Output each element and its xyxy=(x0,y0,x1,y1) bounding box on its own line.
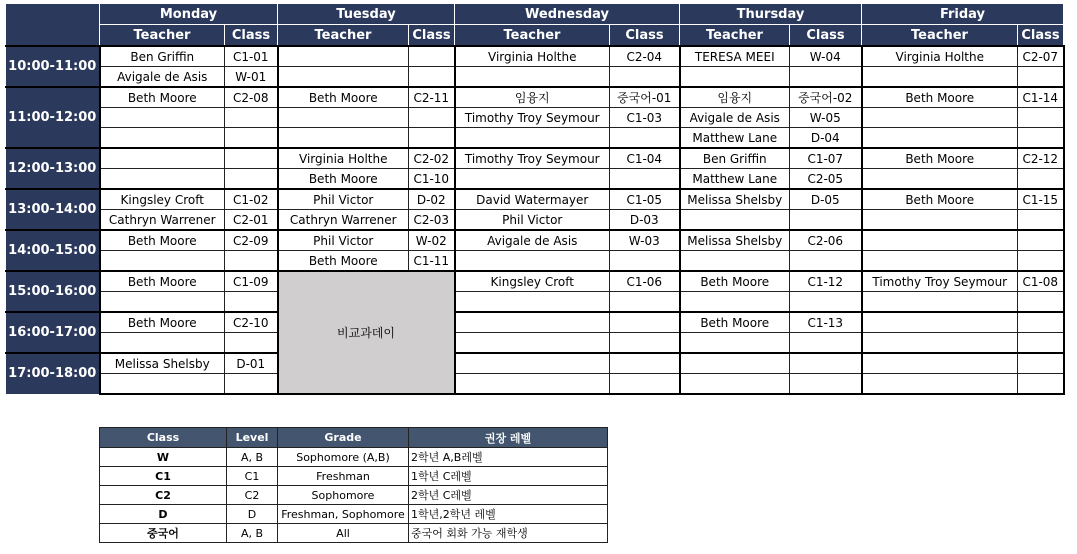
friday-teacher-cell: Beth Moore xyxy=(862,148,1018,169)
thursday-teacher-cell: TERESA MEEI xyxy=(680,46,790,67)
legend-class: C2 xyxy=(100,486,227,505)
schedule-row xyxy=(6,271,1064,292)
thursday-teacher-cell xyxy=(680,374,790,395)
friday-class-cell xyxy=(1018,374,1064,395)
no-class-day-block: 비교과데이 xyxy=(278,271,455,394)
schedule-row xyxy=(6,148,1064,169)
wednesday-class-cell xyxy=(610,169,680,190)
tuesday-teacher-cell: Phil Victor xyxy=(278,230,409,251)
corner-cell xyxy=(6,4,100,46)
legend-header-row xyxy=(100,428,608,448)
friday-class-cell xyxy=(1018,67,1064,88)
monday-class-cell: C2-09 xyxy=(225,230,278,251)
monday-teacher-cell xyxy=(100,333,225,354)
monday-class-cell: D-01 xyxy=(225,353,278,374)
thursday-class-cell: W-04 xyxy=(790,46,862,67)
legend-class: D xyxy=(100,505,227,524)
time-slot-label: 13:00-14:00 xyxy=(6,189,100,230)
wednesday-teacher-cell: 임융지 xyxy=(455,87,610,108)
wednesday-class-cell xyxy=(610,292,680,313)
legend-recommended-level: 2학년 C레벨 xyxy=(409,486,608,505)
monday-teacher-cell: Melissa Shelsby xyxy=(100,353,225,374)
monday-teacher-cell xyxy=(100,374,225,395)
monday-teacher-cell xyxy=(100,128,225,149)
tuesday-teacher-cell: Beth Moore xyxy=(278,87,409,108)
monday-teacher-cell: Beth Moore xyxy=(100,230,225,251)
day-header-row xyxy=(6,4,1064,25)
thursday-class-cell: C2-05 xyxy=(790,169,862,190)
class-header: Class xyxy=(610,25,680,47)
thursday-teacher-cell xyxy=(680,353,790,374)
teacher-header: Teacher xyxy=(680,25,790,47)
wednesday-teacher-cell xyxy=(455,374,610,395)
wednesday-class-cell: 중국어-01 xyxy=(610,87,680,108)
schedule-row xyxy=(6,169,1064,190)
wednesday-teacher-cell xyxy=(455,312,610,333)
schedule-row xyxy=(6,46,1064,67)
schedule-row xyxy=(6,189,1064,210)
tuesday-teacher-cell: Cathryn Warrener xyxy=(278,210,409,231)
legend-recommended-level: 중국어 회화 가능 재학생 xyxy=(409,524,608,543)
tuesday-class-cell: C1-11 xyxy=(409,251,455,272)
thursday-class-cell xyxy=(790,353,862,374)
tuesday-class-cell: C2-03 xyxy=(409,210,455,231)
teacher-header: Teacher xyxy=(100,25,225,47)
legend-class: 중국어 xyxy=(100,524,227,543)
wednesday-teacher-cell: Kingsley Croft xyxy=(455,271,610,292)
tuesday-class-cell: C1-10 xyxy=(409,169,455,190)
wednesday-teacher-cell: Phil Victor xyxy=(455,210,610,231)
wednesday-teacher-cell: Virginia Holthe xyxy=(455,46,610,67)
monday-teacher-cell: Kingsley Croft xyxy=(100,189,225,210)
friday-teacher-cell: Beth Moore xyxy=(862,189,1018,210)
monday-class-cell: C2-10 xyxy=(225,312,278,333)
monday-class-cell xyxy=(225,292,278,313)
schedule-row xyxy=(6,128,1064,149)
thursday-teacher-cell: Beth Moore xyxy=(680,312,790,333)
friday-teacher-cell xyxy=(862,374,1018,395)
thursday-class-cell: C2-06 xyxy=(790,230,862,251)
legend-header-level: Level xyxy=(227,428,278,448)
friday-class-cell: C1-15 xyxy=(1018,189,1064,210)
thursday-class-cell: 중국어-02 xyxy=(790,87,862,108)
legend-level: A, B xyxy=(227,524,278,543)
thursday-class-cell xyxy=(790,210,862,231)
legend-row xyxy=(100,467,608,486)
friday-class-cell xyxy=(1018,108,1064,128)
thursday-teacher-cell: Melissa Shelsby xyxy=(680,189,790,210)
wednesday-class-cell: C2-04 xyxy=(610,46,680,67)
thursday-teacher-cell xyxy=(680,210,790,231)
thursday-class-cell: W-05 xyxy=(790,108,862,128)
sub-header-row xyxy=(6,25,1064,47)
legend-level: C2 xyxy=(227,486,278,505)
monday-class-cell: C1-01 xyxy=(225,46,278,67)
thursday-teacher-cell: Matthew Lane xyxy=(680,128,790,149)
schedule-row xyxy=(6,67,1064,88)
wednesday-class-cell xyxy=(610,353,680,374)
schedule-row xyxy=(6,251,1064,272)
wednesday-class-cell xyxy=(610,374,680,395)
tuesday-teacher-cell xyxy=(278,46,409,67)
monday-teacher-cell: Beth Moore xyxy=(100,271,225,292)
legend-grade: Freshman xyxy=(278,467,409,486)
legend-recommended-level: 1학년 C레벨 xyxy=(409,467,608,486)
wednesday-class-cell xyxy=(610,67,680,88)
wednesday-class-cell: C1-04 xyxy=(610,148,680,169)
monday-teacher-cell: Ben Griffin xyxy=(100,46,225,67)
time-slot-label: 14:00-15:00 xyxy=(6,230,100,271)
tuesday-class-cell xyxy=(409,67,455,88)
monday-teacher-cell: Beth Moore xyxy=(100,312,225,333)
wednesday-class-cell: C1-06 xyxy=(610,271,680,292)
legend-row xyxy=(100,505,608,524)
monday-class-cell xyxy=(225,128,278,149)
wednesday-class-cell: C1-03 xyxy=(610,108,680,128)
time-slot-label: 12:00-13:00 xyxy=(6,148,100,189)
legend-class: C1 xyxy=(100,467,227,486)
day-header-thursday: Thursday xyxy=(680,4,862,25)
tuesday-class-cell: D-02 xyxy=(409,189,455,210)
schedule-row xyxy=(6,333,1064,354)
legend-level: A, B xyxy=(227,448,278,467)
monday-class-cell: C2-01 xyxy=(225,210,278,231)
thursday-class-cell xyxy=(790,67,862,88)
monday-class-cell xyxy=(225,251,278,272)
friday-teacher-cell xyxy=(862,333,1018,354)
friday-teacher-cell xyxy=(862,67,1018,88)
tuesday-class-cell xyxy=(409,128,455,149)
thursday-class-cell xyxy=(790,374,862,395)
thursday-teacher-cell xyxy=(680,251,790,272)
friday-teacher-cell xyxy=(862,210,1018,231)
thursday-teacher-cell: 임융지 xyxy=(680,87,790,108)
wednesday-class-cell: D-03 xyxy=(610,210,680,231)
class-header: Class xyxy=(409,25,455,47)
legend-row xyxy=(100,524,608,543)
friday-class-cell xyxy=(1018,230,1064,251)
friday-teacher-cell: Timothy Troy Seymour xyxy=(862,271,1018,292)
monday-class-cell xyxy=(225,148,278,169)
legend-header-class: Class xyxy=(100,428,227,448)
monday-class-cell xyxy=(225,374,278,395)
friday-teacher-cell xyxy=(862,128,1018,149)
time-slot-label: 16:00-17:00 xyxy=(6,312,100,353)
class-header: Class xyxy=(225,25,278,47)
friday-teacher-cell xyxy=(862,353,1018,374)
monday-class-cell xyxy=(225,108,278,128)
monday-teacher-cell xyxy=(100,251,225,272)
friday-class-cell xyxy=(1018,333,1064,354)
thursday-class-cell: D-05 xyxy=(790,189,862,210)
thursday-class-cell: D-04 xyxy=(790,128,862,149)
class-level-legend-table xyxy=(99,427,608,543)
monday-class-cell xyxy=(225,169,278,190)
friday-teacher-cell: Virginia Holthe xyxy=(862,46,1018,67)
monday-teacher-cell xyxy=(100,169,225,190)
legend-recommended-level: 1학년,2학년 레벨 xyxy=(409,505,608,524)
monday-class-cell: C1-02 xyxy=(225,189,278,210)
monday-teacher-cell xyxy=(100,292,225,313)
legend-row xyxy=(100,448,608,467)
friday-teacher-cell xyxy=(862,292,1018,313)
tuesday-class-cell: C2-02 xyxy=(409,148,455,169)
time-slot-label: 15:00-16:00 xyxy=(6,271,100,312)
friday-teacher-cell xyxy=(862,251,1018,272)
teacher-header: Teacher xyxy=(455,25,610,47)
friday-class-cell xyxy=(1018,210,1064,231)
monday-teacher-cell: Cathryn Warrener xyxy=(100,210,225,231)
wednesday-teacher-cell xyxy=(455,67,610,88)
thursday-class-cell xyxy=(790,251,862,272)
schedule-row xyxy=(6,292,1064,313)
time-slot-label: 11:00-12:00 xyxy=(6,87,100,148)
day-header-wednesday: Wednesday xyxy=(455,4,680,25)
friday-class-cell xyxy=(1018,312,1064,333)
schedule-row xyxy=(6,312,1064,333)
legend-header-recommended-level: 권장 레벨 xyxy=(409,428,608,448)
thursday-teacher-cell xyxy=(680,67,790,88)
tuesday-class-cell: W-02 xyxy=(409,230,455,251)
friday-class-cell xyxy=(1018,251,1064,272)
wednesday-teacher-cell: Timothy Troy Seymour xyxy=(455,148,610,169)
wednesday-class-cell xyxy=(610,312,680,333)
thursday-teacher-cell: Ben Griffin xyxy=(680,148,790,169)
legend-row xyxy=(100,486,608,505)
schedule-row xyxy=(6,353,1064,374)
legend-class: W xyxy=(100,448,227,467)
schedule-row xyxy=(6,374,1064,395)
day-header-tuesday: Tuesday xyxy=(278,4,455,25)
monday-teacher-cell: Beth Moore xyxy=(100,87,225,108)
thursday-class-cell: C1-12 xyxy=(790,271,862,292)
thursday-class-cell: C1-13 xyxy=(790,312,862,333)
tuesday-teacher-cell: Beth Moore xyxy=(278,251,409,272)
schedule-row xyxy=(6,87,1064,108)
time-slot-label: 10:00-11:00 xyxy=(6,46,100,87)
wednesday-teacher-cell xyxy=(455,169,610,190)
wednesday-teacher-cell: Avigale de Asis xyxy=(455,230,610,251)
schedule-row xyxy=(6,210,1064,231)
time-slot-label: 17:00-18:00 xyxy=(6,353,100,394)
legend-recommended-level: 2학년 A,B레벨 xyxy=(409,448,608,467)
thursday-teacher-cell xyxy=(680,333,790,354)
monday-class-cell: C1-09 xyxy=(225,271,278,292)
friday-teacher-cell: Beth Moore xyxy=(862,87,1018,108)
schedule-row xyxy=(6,108,1064,128)
thursday-teacher-cell: Melissa Shelsby xyxy=(680,230,790,251)
friday-class-cell xyxy=(1018,169,1064,190)
friday-teacher-cell xyxy=(862,169,1018,190)
teacher-header: Teacher xyxy=(278,25,409,47)
thursday-class-cell xyxy=(790,292,862,313)
thursday-teacher-cell xyxy=(680,292,790,313)
wednesday-class-cell xyxy=(610,333,680,354)
thursday-teacher-cell: Avigale de Asis xyxy=(680,108,790,128)
friday-class-cell xyxy=(1018,353,1064,374)
tuesday-class-cell xyxy=(409,46,455,67)
tuesday-teacher-cell: Virginia Holthe xyxy=(278,148,409,169)
day-header-monday: Monday xyxy=(100,4,278,25)
friday-teacher-cell xyxy=(862,108,1018,128)
thursday-class-cell xyxy=(790,333,862,354)
tuesday-teacher-cell xyxy=(278,128,409,149)
legend-grade: Freshman, Sophomore xyxy=(278,505,409,524)
legend-grade: All xyxy=(278,524,409,543)
wednesday-class-cell: W-03 xyxy=(610,230,680,251)
friday-class-cell: C1-14 xyxy=(1018,87,1064,108)
legend-grade: Sophomore (A,B) xyxy=(278,448,409,467)
tuesday-teacher-cell: Beth Moore xyxy=(278,169,409,190)
friday-teacher-cell xyxy=(862,230,1018,251)
wednesday-teacher-cell xyxy=(455,353,610,374)
wednesday-class-cell xyxy=(610,128,680,149)
class-header: Class xyxy=(790,25,862,47)
monday-teacher-cell xyxy=(100,148,225,169)
schedule-row xyxy=(6,230,1064,251)
legend-header-grade: Grade xyxy=(278,428,409,448)
tuesday-class-cell: C2-11 xyxy=(409,87,455,108)
tuesday-class-cell xyxy=(409,108,455,128)
legend-level: D xyxy=(227,505,278,524)
wednesday-teacher-cell xyxy=(455,292,610,313)
monday-class-cell: W-01 xyxy=(225,67,278,88)
class-header: Class xyxy=(1018,25,1064,47)
tuesday-teacher-cell xyxy=(278,108,409,128)
wednesday-teacher-cell xyxy=(455,333,610,354)
teacher-header: Teacher xyxy=(862,25,1018,47)
wednesday-teacher-cell: David Watermayer xyxy=(455,189,610,210)
day-header-friday: Friday xyxy=(862,4,1064,25)
friday-teacher-cell xyxy=(862,312,1018,333)
monday-teacher-cell: Avigale de Asis xyxy=(100,67,225,88)
wednesday-teacher-cell: Timothy Troy Seymour xyxy=(455,108,610,128)
thursday-teacher-cell: Matthew Lane xyxy=(680,169,790,190)
friday-class-cell: C2-12 xyxy=(1018,148,1064,169)
wednesday-class-cell xyxy=(610,251,680,272)
tuesday-teacher-cell xyxy=(278,67,409,88)
friday-class-cell xyxy=(1018,292,1064,313)
wednesday-teacher-cell xyxy=(455,128,610,149)
legend-grade: Sophomore xyxy=(278,486,409,505)
thursday-teacher-cell: Beth Moore xyxy=(680,271,790,292)
friday-class-cell: C1-08 xyxy=(1018,271,1064,292)
legend-level: C1 xyxy=(227,467,278,486)
tuesday-teacher-cell: Phil Victor xyxy=(278,189,409,210)
wednesday-class-cell: C1-05 xyxy=(610,189,680,210)
weekly-schedule-table xyxy=(5,4,1065,395)
monday-teacher-cell xyxy=(100,108,225,128)
thursday-class-cell: C1-07 xyxy=(790,148,862,169)
friday-class-cell: C2-07 xyxy=(1018,46,1064,67)
friday-class-cell xyxy=(1018,128,1064,149)
monday-class-cell xyxy=(225,333,278,354)
wednesday-teacher-cell xyxy=(455,251,610,272)
monday-class-cell: C2-08 xyxy=(225,87,278,108)
